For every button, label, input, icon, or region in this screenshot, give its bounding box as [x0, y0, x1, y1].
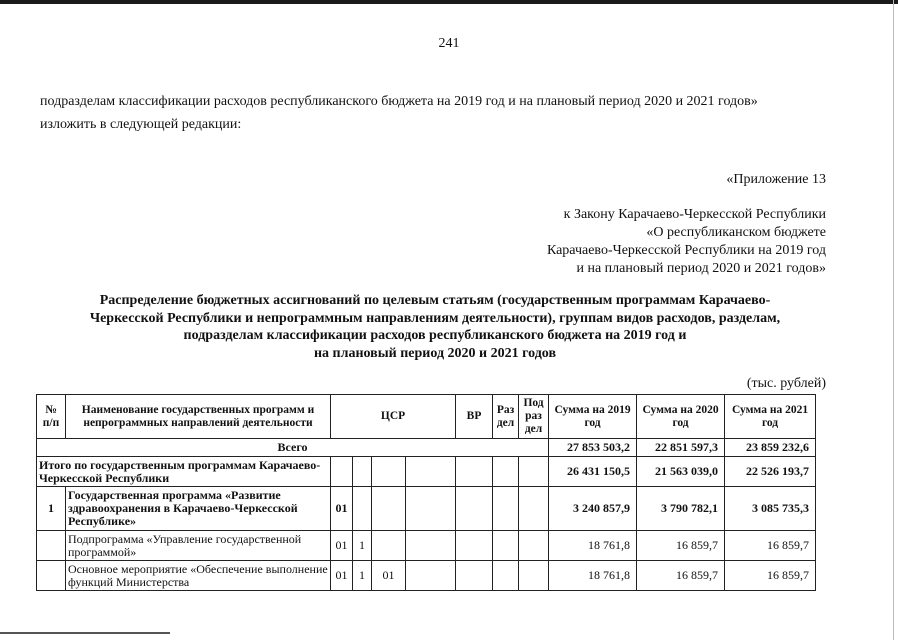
row-num: 1: [37, 487, 66, 531]
scan-top-border: [0, 0, 898, 4]
row-name: Подпрограмма «Управление государственной программой»: [66, 531, 331, 561]
empty-cell: [372, 457, 406, 487]
programs-total-2020: 21 563 039,0: [637, 457, 725, 487]
row-csr-program: 01: [331, 561, 353, 591]
row-csr-direction: [406, 487, 456, 531]
appendix-label: «Приложение 13: [726, 172, 826, 187]
scan-right-edge: [893, 0, 894, 640]
row-sum-2021: 16 859,7: [725, 531, 816, 561]
programs-total-row: [37, 457, 816, 487]
appendix-ref-line: и на плановый период 2020 и 2021 годов»: [576, 261, 826, 276]
intro-line-1: подразделам классификации расходов республиканского бюджета на 2019 год и на плановый период 2020 и 2021 годов»: [40, 94, 758, 109]
table-header-row: [37, 395, 816, 439]
row-vr: [456, 561, 493, 591]
row-sum-2021: 16 859,7: [725, 561, 816, 591]
header-csr: ЦСР: [331, 395, 456, 439]
empty-cell: [519, 457, 549, 487]
document-title: [40, 292, 830, 362]
row-sum-2019: 18 761,8: [549, 561, 637, 591]
appendix-ref-line: «О республиканском бюджете: [646, 225, 826, 240]
row-sum-2019: 18 761,8: [549, 531, 637, 561]
header-vr: ВР: [456, 395, 493, 439]
row-csr-subprogram: 1: [353, 561, 372, 591]
row-csr-activity: [372, 487, 406, 531]
row-csr-activity: 01: [372, 561, 406, 591]
total-2019: 27 853 503,2: [549, 439, 637, 457]
units-label: (тыс. рублей): [746, 376, 826, 391]
appendix-ref-line: Карачаево-Черкесской Республики на 2019 год: [546, 243, 826, 258]
row-podrazdel: [519, 487, 549, 531]
row-sum-2020: 16 859,7: [637, 561, 725, 591]
title-line: на плановый период 2020 и 2021 годов: [313, 345, 557, 361]
programs-total-2021: 22 526 193,7: [725, 457, 816, 487]
budget-table: [36, 394, 816, 591]
header-num: № п/п: [37, 395, 66, 439]
title-line: Черкесской Республики и непрограммным направлениям деятельности), группам видов расходов, разделам,: [89, 310, 781, 326]
empty-cell: [331, 457, 353, 487]
row-name: Основное мероприятие «Обеспечение выполнение функций Министерства: [66, 561, 331, 591]
appendix-reference: [547, 206, 826, 278]
row-sum-2020: 3 790 782,1: [637, 487, 725, 531]
row-csr-program: 01: [331, 531, 353, 561]
programs-total-2019: 26 431 150,5: [549, 457, 637, 487]
header-sum-2021: Сумма на 2021 год: [725, 395, 816, 439]
row-sum-2019: 3 240 857,9: [549, 487, 637, 531]
row-num: [37, 561, 66, 591]
empty-cell: [353, 457, 372, 487]
header-sum-2019: Сумма на 2019 год: [549, 395, 637, 439]
empty-cell: [493, 457, 519, 487]
table-row: [37, 487, 816, 531]
page-number: 241: [438, 36, 460, 51]
row-csr-subprogram: [353, 487, 372, 531]
row-razdel: [493, 487, 519, 531]
intro-line-2: изложить в следующей редакции:: [40, 117, 242, 132]
header-podrazdel: Под раз дел: [519, 395, 549, 439]
row-num: [37, 531, 66, 561]
total-row: [37, 439, 816, 457]
row-csr-subprogram: 1: [353, 531, 372, 561]
header-name: Наименование государственных программ и непрограммных направлений деятельности: [66, 395, 331, 439]
header-razdel: Раз дел: [493, 395, 519, 439]
row-sum-2020: 16 859,7: [637, 531, 725, 561]
total-2020: 22 851 597,3: [637, 439, 725, 457]
row-razdel: [493, 561, 519, 591]
empty-cell: [406, 457, 456, 487]
row-razdel: [493, 531, 519, 561]
row-csr-direction: [406, 531, 456, 561]
scan-bottom-line: [0, 632, 170, 634]
appendix-ref-line: к Закону Карачаево-Черкесской Республики: [563, 207, 826, 222]
title-line: Распределение бюджетных ассигнований по целевым статьям (государственным программам Карачаево-: [99, 293, 771, 308]
table-row: [37, 561, 816, 591]
empty-cell: [456, 457, 493, 487]
table-row: [37, 531, 816, 561]
row-podrazdel: [519, 531, 549, 561]
row-sum-2021: 3 085 735,3: [725, 487, 816, 531]
row-csr-program: 01: [331, 487, 353, 531]
row-vr: [456, 531, 493, 561]
header-sum-2020: Сумма на 2020 год: [637, 395, 725, 439]
row-csr-activity: [372, 531, 406, 561]
row-podrazdel: [519, 561, 549, 591]
total-label: Всего: [37, 439, 549, 457]
programs-total-label: Итого по государственным программам Карачаево-Черкесской Республики: [37, 457, 331, 487]
row-vr: [456, 487, 493, 531]
row-name: Государственная программа «Развитие здравоохранения в Карачаево-Черкесской Республике»: [66, 487, 331, 531]
title-line: подразделам классификации расходов республиканского бюджета на 2019 год и: [183, 328, 687, 343]
row-csr-direction: [406, 561, 456, 591]
total-2021: 23 859 232,6: [725, 439, 816, 457]
